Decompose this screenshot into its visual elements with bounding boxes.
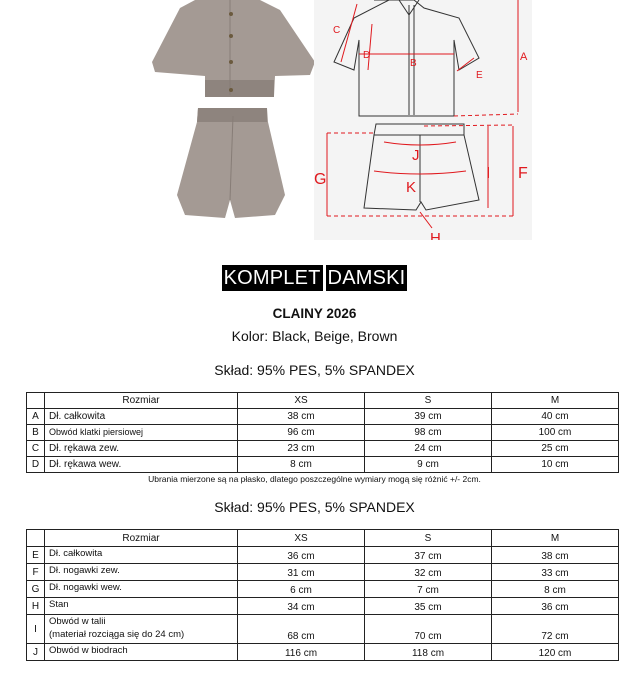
row-code: G [27, 581, 45, 598]
value-m: 120 cm [492, 644, 619, 661]
value-xs: 8 cm [238, 457, 365, 473]
measurement-note: Ubrania mierzone są na płasko, dlatego poszczególne wymiary mogą się różnić +/- 2cm. [148, 474, 481, 484]
value-m: 8 cm [492, 581, 619, 598]
row-code: H [27, 598, 45, 615]
svg-text:A: A [520, 51, 528, 63]
value-m: 10 cm [492, 457, 619, 473]
value-m: 25 cm [492, 441, 619, 457]
value-xs: 68 cm [238, 615, 365, 644]
table-header-row [27, 393, 619, 409]
header-rozmiar: Rozmiar [45, 530, 238, 547]
svg-text:I: I [486, 165, 491, 182]
svg-text:G: G [314, 171, 327, 188]
header-size-xs: XS [238, 530, 365, 547]
value-s: 37 cm [365, 547, 492, 564]
table-row [27, 598, 619, 615]
value-s: 39 cm [365, 409, 492, 425]
row-code: E [27, 547, 45, 564]
value-m: 33 cm [492, 564, 619, 581]
row-code: F [27, 564, 45, 581]
header-size-s: S [365, 393, 492, 409]
table-header-row [27, 530, 619, 547]
row-name: Dł. nogawki wew. [45, 581, 238, 598]
composition-top: Skład: 95% PES, 5% SPANDEX [214, 362, 415, 378]
value-s: 70 cm [365, 615, 492, 644]
header-rozmiar: Rozmiar [45, 393, 238, 409]
table-row [27, 441, 619, 457]
value-xs: 34 cm [238, 598, 365, 615]
value-xs: 96 cm [238, 425, 365, 441]
header-size-s: S [365, 530, 492, 547]
header-blank-cell [27, 393, 45, 409]
value-xs: 116 cm [238, 644, 365, 661]
svg-text:B: B [410, 58, 417, 69]
header-size-m: M [492, 530, 619, 547]
row-name-line-2: (materiał rozciąga się do 24 cm) [49, 629, 185, 640]
row-code: C [27, 441, 45, 457]
row-name: Dł. nogawki zew. [45, 564, 238, 581]
value-m: 40 cm [492, 409, 619, 425]
svg-text:E: E [476, 70, 483, 81]
value-xs: 36 cm [238, 547, 365, 564]
row-code: I [27, 615, 45, 644]
row-name: Dł. rękawa wew. [45, 457, 238, 473]
svg-text:C: C [333, 25, 341, 36]
table-row [27, 581, 619, 598]
table-row [27, 644, 619, 661]
row-name: Dł. całkowita [45, 409, 238, 425]
row-name [45, 615, 238, 644]
value-s: 32 cm [365, 564, 492, 581]
page-title [0, 265, 629, 291]
row-name: Obwód w biodrach [45, 644, 238, 661]
table-row [27, 457, 619, 473]
value-s: 9 cm [365, 457, 492, 473]
table-row [27, 409, 619, 425]
bottom-size-table [26, 529, 619, 661]
value-s: 24 cm [365, 441, 492, 457]
value-m: 36 cm [492, 598, 619, 615]
header-size-m: M [492, 393, 619, 409]
value-s: 98 cm [365, 425, 492, 441]
measurement-diagram [314, 0, 532, 240]
product-photo [150, 0, 315, 232]
value-xs: 31 cm [238, 564, 365, 581]
header-size-xs: XS [238, 393, 365, 409]
row-code: D [27, 457, 45, 473]
row-name: Stan [45, 598, 238, 615]
composition-bottom: Skład: 95% PES, 5% SPANDEX [214, 499, 415, 515]
svg-text:D: D [363, 50, 371, 61]
value-xs: 38 cm [238, 409, 365, 425]
row-code: B [27, 425, 45, 441]
svg-text:J: J [412, 147, 420, 164]
svg-text:H: H [430, 230, 441, 240]
value-m: 100 cm [492, 425, 619, 441]
row-name: Obwód klatki piersiowej [45, 425, 238, 441]
row-name: Dł. całkowita [45, 547, 238, 564]
value-xs: 6 cm [238, 581, 365, 598]
value-s: 7 cm [365, 581, 492, 598]
row-code: J [27, 644, 45, 661]
row-code: A [27, 409, 45, 425]
title-word-1: KOMPLET [223, 267, 321, 289]
table-row [27, 547, 619, 564]
value-xs: 23 cm [238, 441, 365, 457]
row-name-line-1: Obwód w talii [49, 616, 106, 627]
table-row [27, 425, 619, 441]
value-m: 72 cm [492, 615, 619, 644]
table-row [27, 564, 619, 581]
svg-text:K: K [406, 179, 417, 196]
top-size-table [26, 392, 619, 473]
header-blank-cell [27, 530, 45, 547]
value-s: 118 cm [365, 644, 492, 661]
title-word-2: DAMSKI [327, 267, 406, 289]
model-name: CLAINY 2026 [272, 306, 357, 321]
value-s: 35 cm [365, 598, 492, 615]
color-options: Kolor: Black, Beige, Brown [231, 328, 398, 344]
table-row [27, 615, 619, 644]
svg-text:F: F [518, 165, 528, 182]
row-name: Dł. rękawa zew. [45, 441, 238, 457]
value-m: 38 cm [492, 547, 619, 564]
